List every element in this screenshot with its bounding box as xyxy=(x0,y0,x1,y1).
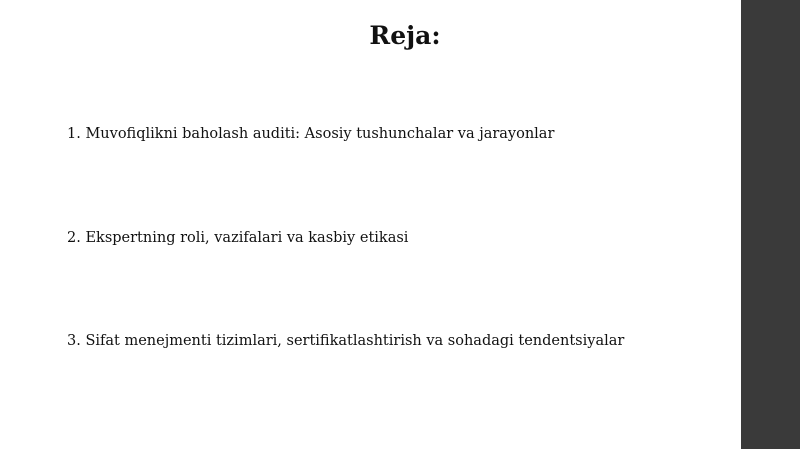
plan-item-1: 1. Muvofiqlikni baholash auditi: Asosiy tushunchalar va jarayonlar xyxy=(67,126,555,142)
plan-item-2: 2. Ekspertning roli, vazifalari va kasbiy etikasi xyxy=(67,230,409,246)
side-panel xyxy=(741,0,800,449)
plan-item-3: 3. Sifat menejmenti tizimlari, sertifikatlashtirish va sohadagi tendentsiyalar xyxy=(67,333,625,349)
slide-title: Reja: xyxy=(369,21,441,50)
